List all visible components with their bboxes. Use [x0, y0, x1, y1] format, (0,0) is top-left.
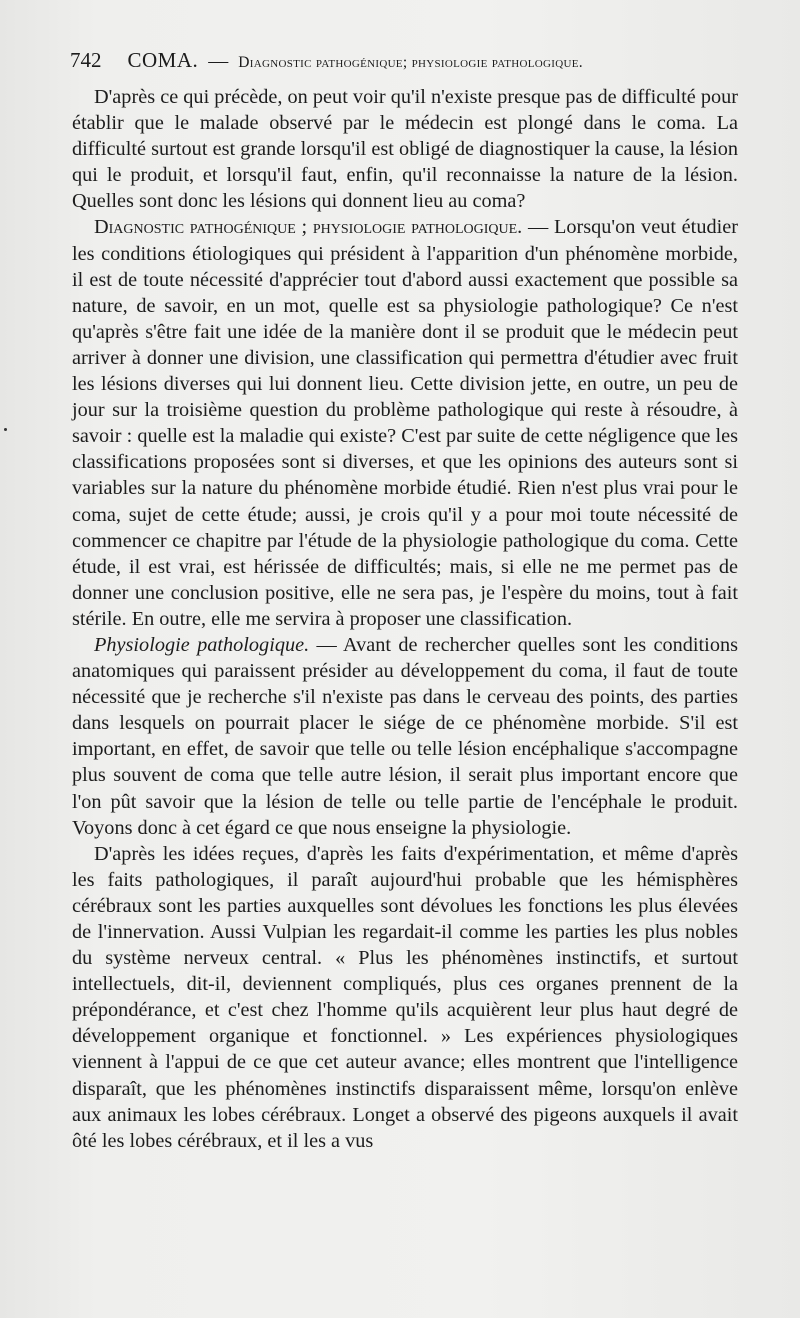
paragraph-text: — Avant de rechercher quelles sont les conditions anatomiques qui paraissent présider au développement du coma, il faut de toute nécessité que je recherche s'il n'existe pas dans le cerveau des points, des parties dans lesquels on pourrait placer le siége de ce phénomène morbide. S'il est important, en effet, de savoir que telle ou telle lésion encéphalique s'accompagne plus souvent de coma que telle autre lésion, il serait plus important encore que l'on pût savoir que la lésion de telle ou telle partie de l'encéphale le produit. Voyons donc à cet égard ce que nous enseigne la physiologie. [72, 633, 738, 839]
paragraph [72, 84, 738, 214]
paragraph-text: D'après les idées reçues, d'après les faits d'expérimentation, et même d'après les faits pathologiques, il paraît aujourd'hui probable que les hémisphères cérébraux sont les parties auxquelles sont dévolues les fonctions les plus élevées de l'innervation. Aussi Vulpian les regardait-il comme les parties les plus nobles du système nerveux central. « Plus les phénomènes instinctifs, et surtout intellectuels, dit-il, deviennent compliqués, plus ces organes prennent de la prépondérance, et c'est chez l'homme qu'ils acquièrent leur plus haut degré de développement organique et fonctionnel. » Les expériences physiologiques viennent à l'appui de ce que cet auteur avance; elles montrent que l'intelligence disparaît, que les phénomènes instinctifs disparaissent même, lorsqu'on enlève aux animaux les lobes cérébraux. Longet a observé des pigeons auxquels il avait ôté les lobes cérébraux, et il les a vus [72, 842, 738, 1152]
paragraph [72, 214, 738, 632]
body-text [72, 84, 738, 1154]
page-number: 742 [70, 48, 102, 72]
running-header [70, 48, 738, 73]
paragraph-text: D'après ce qui précède, on peut voir qu'il n'existe presque pas de difficulté pour établir que le malade observé par le médecin est plongé dans le coma. La difficulté surtout est grande lorsqu'il est obligé de diagnostiquer la cause, la lésion qui le produit, et lorsqu'il faut, enfin, qu'il reconnaisse la nature de la lésion. Quelles sont donc les lésions qui donnent lieu au coma? [72, 86, 738, 213]
subsection-heading: Physiologie pathologique. [94, 633, 310, 656]
section-title: COMA. [127, 48, 199, 72]
paragraph [72, 632, 738, 841]
paragraph-text: — Lorsqu'on veut étudier les conditions étiologiques qui président à l'apparition d'un phénomène morbide, il est de toute nécessité d'apprécier tout d'abord aussi exactement que possible sa nature, de savoir, en un mot, quelle est sa physiologie pathologique? Ce n'est qu'après s'être fait une idée de la manière dont il se produit que le médecin peut arriver à donner une division, une classification qui permettra d'étudier avec fruit les lésions diverses qui lui donnent lieu. Cette division jette, en outre, un peu de jour sur la troisième question du problème pathologique qui reste à résoudre, à savoir : quelle est la maladie qui existe? C'est par suite de cette négligence que les classifications proposées sont si diverses, et que les opinions des auteurs sont si variables sur la nature du phénomène morbide étudié. Rien n'est plus vrai pour le coma, sujet de cette étude; aussi, je crois qu'il y a pour moi toute nécessité de commencer ce chapitre par l'étude de la physiologie pathologique du coma. Cette étude, il est vrai, est hérissée de difficultés; mais, si elle ne me permet pas de donner une conclusion positive, elle ne sera pas, je l'espère du moins, tout à fait stérile. En outre, elle me servira à proposer une classification. [72, 216, 738, 630]
section-heading: Diagnostic pathogénique ; physiologie pathologique. [94, 216, 523, 239]
margin-mark [4, 428, 7, 431]
header-dash: — [208, 50, 229, 72]
header-subtitle: Diagnostic pathogénique; physiologie pathologique. [238, 54, 583, 71]
paragraph [72, 841, 738, 1154]
